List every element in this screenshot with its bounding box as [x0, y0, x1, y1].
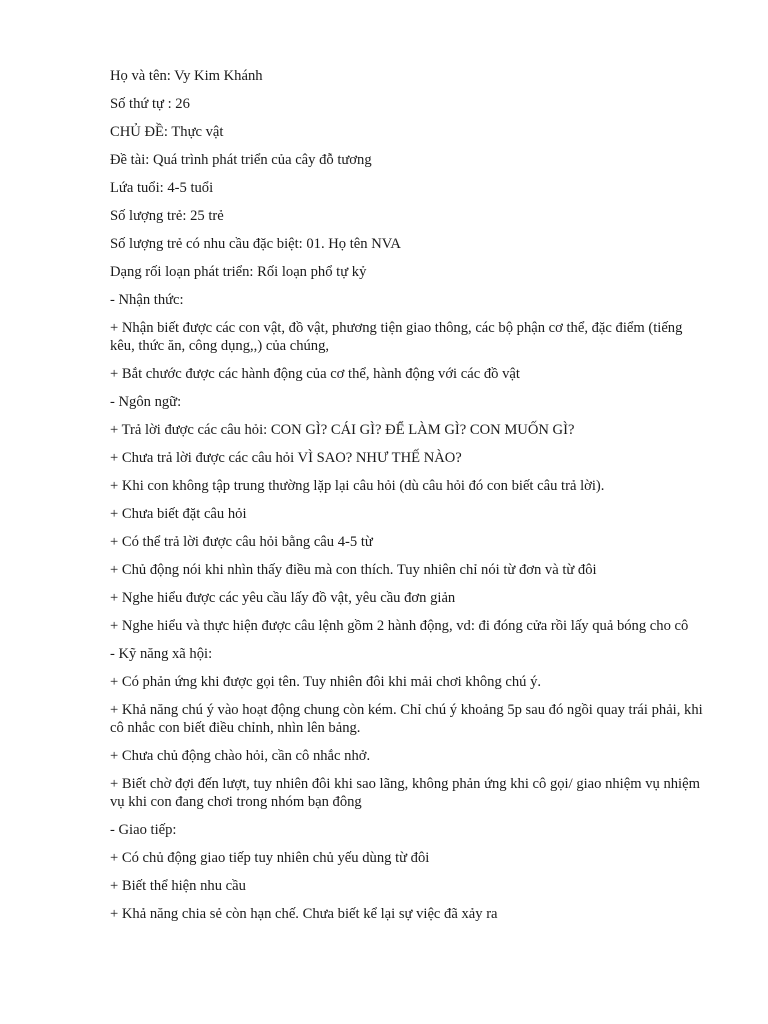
list-item: + Có thể trả lời được câu hỏi bằng câu 4-5 từ — [110, 534, 373, 550]
age-group-line: Lứa tuổi: 4-5 tuổi — [110, 180, 214, 196]
section-heading-language: - Ngôn ngữ: — [110, 394, 182, 410]
list-item: + Khả năng chú ý vào hoạt động chung còn kém. Chỉ chú ý khoảng 5p sau đó ngồi quay trái phải, khi cô nhắc con biết điều chỉnh, nhìn lên bảng. — [110, 702, 703, 736]
list-item: + Chưa chủ động chào hỏi, cần cô nhắc nhở. — [110, 748, 371, 764]
list-item: + Có chủ động giao tiếp tuy nhiên chủ yếu dùng từ đôi — [110, 850, 430, 866]
student-name-line: Họ và tên: Vy Kim Khánh — [110, 68, 263, 84]
list-item: + Chưa trả lời được các câu hỏi VÌ SAO? NHƯ THẾ NÀO? — [110, 450, 462, 466]
list-item: + Khi con không tập trung thường lặp lại câu hỏi (dù câu hỏi đó con biết câu trả lời). — [110, 478, 605, 494]
child-count-line: Số lượng trẻ: 25 trẻ — [110, 208, 224, 224]
section-heading-cognition: - Nhận thức: — [110, 292, 184, 308]
section-heading-social-skills: - Kỹ năng xã hội: — [110, 646, 213, 662]
section-heading-communication: - Giao tiếp: — [110, 822, 177, 838]
list-item: + Chưa biết đặt câu hỏi — [110, 506, 247, 522]
document-page — [110, 67, 706, 933]
list-item: + Biết chờ đợi đến lượt, tuy nhiên đôi khi sao lãng, không phản ứng khi cô gọi/ giao nhiệm vụ nhiệm vụ khi con đang chơi trong nhóm bạn đông — [110, 776, 700, 810]
list-item: + Biết thể hiện nhu cầu — [110, 878, 246, 894]
list-item: + Có phản ứng khi được gọi tên. Tuy nhiên đôi khi mải chơi không chú ý. — [110, 674, 542, 690]
list-item: + Nhận biết được các con vật, đồ vật, phương tiện giao thông, các bộ phận cơ thể, đặc điểm (tiếng kêu, thức ăn, công dụng,,) của chúng, — [110, 320, 683, 354]
list-item: + Trả lời được các câu hỏi: CON GÌ? CÁI GÌ? ĐỂ LÀM GÌ? CON MUỐN GÌ? — [110, 422, 575, 438]
student-number-line: Số thứ tự : 26 — [110, 96, 190, 112]
disorder-type-line: Dạng rối loạn phát triển: Rối loạn phổ tự kỷ — [110, 264, 367, 280]
subject-line: Đề tài: Quá trình phát triển của cây đỗ tương — [110, 152, 372, 168]
list-item: + Chủ động nói khi nhìn thấy điều mà con thích. Tuy nhiên chỉ nói từ đơn và từ đôi — [110, 562, 597, 578]
list-item: + Nghe hiểu được các yêu cầu lấy đồ vật, yêu cầu đơn giản — [110, 590, 456, 606]
list-item: + Nghe hiểu và thực hiện được câu lệnh gồm 2 hành động, vd: đi đóng cửa rồi lấy quả bóng cho cô — [110, 618, 689, 634]
topic-line: CHỦ ĐỀ: Thực vật — [110, 124, 224, 140]
special-needs-line: Số lượng trẻ có nhu cầu đặc biệt: 01. Họ tên NVA — [110, 236, 401, 252]
list-item: + Khả năng chia sẻ còn hạn chế. Chưa biết kể lại sự việc đã xảy ra — [110, 906, 498, 922]
list-item: + Bắt chước được các hành động của cơ thể, hành động với các đồ vật — [110, 366, 520, 382]
